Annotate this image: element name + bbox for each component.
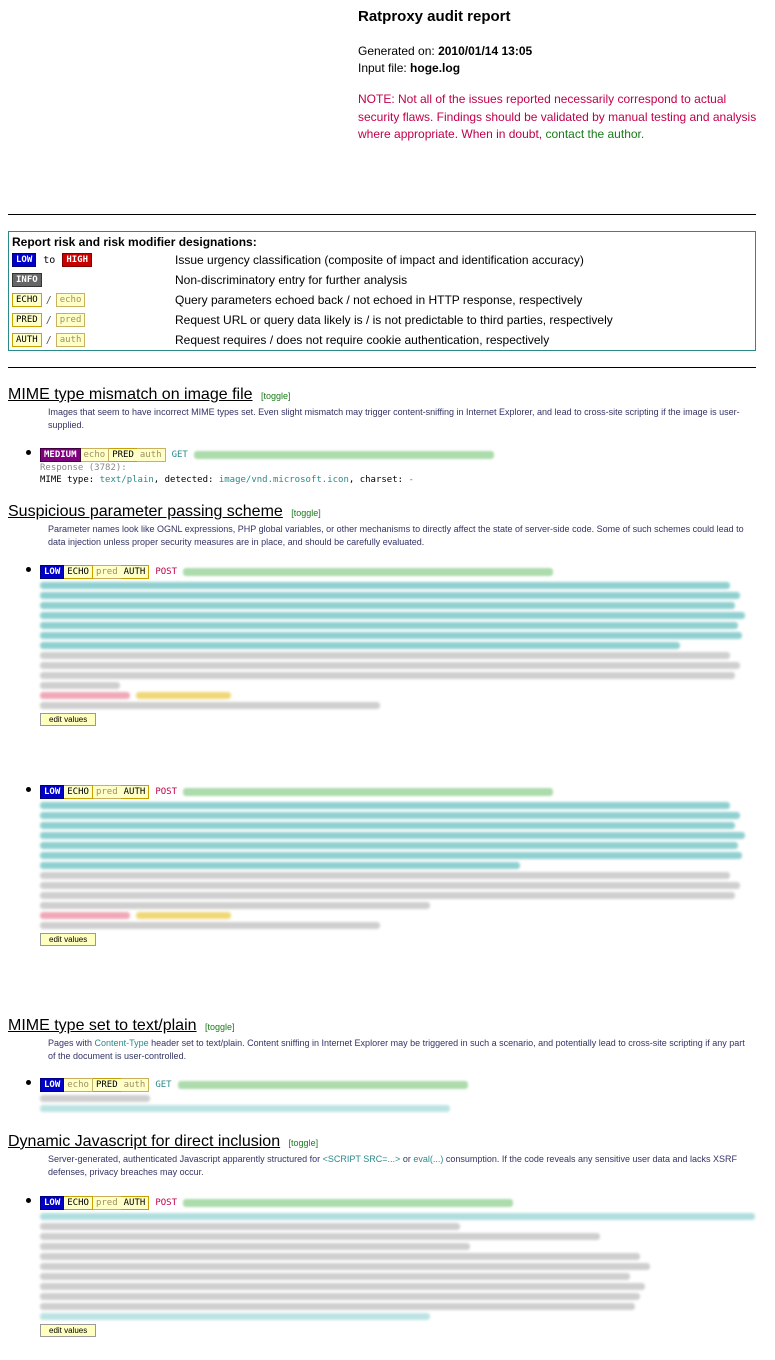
mime-line (40, 475, 494, 485)
desc-text: or (402, 1154, 411, 1164)
medium-tag: MEDIUM (40, 448, 81, 462)
issue-entry (40, 1196, 755, 1338)
bullet-icon (26, 1198, 31, 1203)
info-tag: INFO (12, 273, 42, 287)
legend-desc: Request URL or query data likely is / is not predictable to third parties, respectively (175, 313, 613, 327)
generated-value: 2010/01/14 13:05 (438, 44, 533, 58)
section-mime-mismatch (8, 386, 768, 432)
section-title: Dynamic Javascript for direct inclusion (8, 1133, 281, 1150)
auth-off-tag: auth (121, 1078, 150, 1092)
legend-desc: Request requires / does not require cookie authentication, respectively (175, 333, 550, 347)
high-tag: HIGH (62, 253, 92, 267)
echo-on-tag: ECHO (64, 565, 93, 579)
toggle-link[interactable]: [toggle] (204, 1022, 235, 1032)
charset-label: , charset: (348, 475, 404, 485)
low-tag: LOW (40, 785, 64, 799)
issue-tags (40, 448, 166, 462)
issue-entry (40, 448, 494, 485)
blurred-request-body (40, 802, 745, 929)
desc-highlight: eval(...) (413, 1154, 444, 1164)
http-method: POST (155, 567, 178, 577)
desc-text: header set to text/plain. Content sniffing in Internet Explorer may be triggered in such a scenario, and potentially lead to cross-site scripting if any part of the document is user-controlled. (48, 1038, 745, 1061)
blurred-url[interactable] (183, 788, 553, 796)
bullet-icon (26, 1080, 31, 1085)
blurred-url[interactable] (183, 1199, 513, 1207)
to-label: to (43, 254, 56, 266)
issue-tags (40, 565, 149, 579)
issue-entry (40, 785, 745, 947)
legend-row-urgency (12, 250, 752, 270)
issue-tags (40, 785, 149, 799)
issue-tags (40, 1196, 149, 1210)
section-mime-text-plain (8, 1017, 768, 1063)
legend-desc: Issue urgency classification (composite of impact and identification accuracy) (175, 253, 584, 267)
echo-off-tag: echo (64, 1078, 93, 1092)
edit-values-button[interactable]: edit values (40, 1324, 96, 1337)
section-description: Images that seem to have incorrect MIME types set. Even slight mismatch may trigger content-sniffing in Internet Explorer, and lead to cross-site scripting if the image is user-supplied. (48, 407, 740, 430)
pred-off-tag: pred (56, 313, 86, 327)
section-description: Parameter names look like OGNL expressions, PHP global variables, or other mechanisms to directly affect the state of server-side code. Some of such schemes could lead to data injection unless proper security measures are in place, and should be carefully evaluated. (48, 524, 744, 547)
legend-desc: Query parameters echoed back / not echoed in HTTP response, respectively (175, 293, 583, 307)
charset-value: - (408, 475, 414, 485)
desc-highlight: <SCRIPT SRC=...> (322, 1154, 401, 1164)
generated-label: Generated on: (358, 44, 435, 58)
input-file-line (358, 60, 758, 77)
legend-row-pred (12, 310, 752, 330)
blurred-response (40, 1095, 468, 1112)
http-method: POST (155, 787, 178, 797)
note-text: NOTE: Not all of the issues reported necessarily correspond to actual security flaws. Findings should be validated by manual testing and analysis where appropriate. When in doubt, (358, 92, 757, 141)
section-suspicious-params (8, 503, 768, 549)
auth-off-tag: auth (56, 333, 86, 347)
auth-on-tag: AUTH (121, 1196, 150, 1210)
pred-off-tag: pred (93, 1196, 121, 1210)
legend-row-info (12, 270, 752, 290)
legend-desc: Non-discriminatory entry for further analysis (175, 273, 408, 287)
echo-on-tag: ECHO (64, 785, 93, 799)
response-info: Response (3782): (40, 463, 127, 473)
pred-on-tag: PRED (109, 448, 137, 462)
legend-row-auth (12, 330, 752, 350)
echo-on-tag: ECHO (64, 1196, 93, 1210)
echo-off-tag: echo (81, 448, 110, 462)
input-value: hoge.log (410, 61, 461, 75)
desc-highlight: Content-Type (94, 1038, 149, 1048)
mime-value: text/plain (99, 475, 154, 485)
http-method: GET (155, 1080, 172, 1090)
divider (8, 367, 756, 368)
desc-text: consumption. If the code reveals any sensitive user data and lacks XSRF defenses, privacy breaches may occur. (48, 1154, 738, 1177)
blurred-url[interactable] (194, 451, 494, 459)
section-title: Suspicious parameter passing scheme (8, 503, 283, 520)
pred-off-tag: pred (93, 785, 121, 799)
blurred-request-body (40, 582, 745, 709)
http-method: GET (171, 450, 188, 460)
pred-on-tag: PRED (93, 1078, 121, 1092)
section-description (48, 1153, 748, 1179)
echo-off-tag: echo (56, 293, 86, 307)
section-dynamic-js (8, 1133, 768, 1179)
legend-heading: Report risk and risk modifier designations: (12, 235, 257, 249)
desc-text: Server-generated, authenticated Javascript apparently structured for (48, 1154, 321, 1164)
toggle-link[interactable]: [toggle] (291, 508, 321, 518)
auth-on-tag: AUTH (121, 785, 150, 799)
report-header (358, 8, 758, 144)
low-tag: LOW (40, 1196, 64, 1210)
pred-on-tag: PRED (12, 313, 42, 327)
edit-values-button[interactable]: edit values (40, 933, 96, 946)
issue-tags (40, 1078, 149, 1092)
low-tag: LOW (12, 253, 36, 267)
contact-author-link[interactable]: contact the author. (545, 127, 645, 141)
generated-line (358, 43, 758, 60)
slash: / (45, 334, 52, 346)
auth-on-tag: AUTH (121, 565, 150, 579)
slash: / (45, 294, 52, 306)
detected-value: image/vnd.microsoft.icon (218, 475, 349, 485)
blurred-url[interactable] (183, 568, 553, 576)
report-title: Ratproxy audit report (358, 8, 511, 25)
echo-on-tag: ECHO (12, 293, 42, 307)
slash: / (45, 314, 52, 326)
legend-box (8, 231, 756, 351)
toggle-link[interactable]: [toggle] (288, 1138, 319, 1148)
blurred-request-body (40, 1213, 755, 1320)
blurred-url[interactable] (178, 1081, 468, 1089)
detected-label: , detected: (153, 475, 214, 485)
mime-label: MIME type: (40, 475, 95, 485)
issue-entry (40, 565, 745, 727)
disclaimer-note (358, 91, 758, 144)
pred-off-tag: pred (93, 565, 121, 579)
desc-text: Pages with (48, 1038, 93, 1048)
section-title: MIME type set to text/plain (8, 1017, 197, 1034)
toggle-link[interactable]: [toggle] (260, 391, 291, 401)
bullet-icon (26, 450, 31, 455)
bullet-icon (26, 567, 31, 572)
low-tag: LOW (40, 1078, 64, 1092)
issue-entry (40, 1078, 468, 1112)
edit-values-button[interactable]: edit values (40, 713, 96, 726)
divider (8, 214, 756, 215)
legend-row-echo (12, 290, 752, 310)
section-description (48, 1037, 748, 1063)
input-label: Input file: (358, 61, 407, 75)
http-method: POST (155, 1198, 178, 1208)
bullet-icon (26, 787, 31, 792)
auth-on-tag: AUTH (12, 333, 42, 347)
auth-off-tag: auth (137, 448, 166, 462)
low-tag: LOW (40, 565, 64, 579)
section-title: MIME type mismatch on image file (8, 386, 253, 403)
